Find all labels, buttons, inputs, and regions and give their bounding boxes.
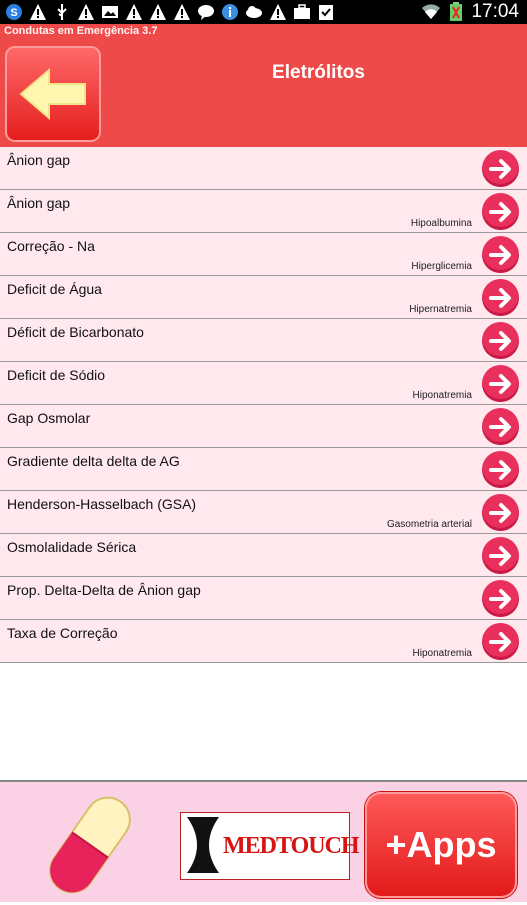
arrow-right-icon[interactable] [482, 580, 519, 617]
list-item[interactable] [0, 319, 527, 362]
list-item-title: Gap Osmolar [7, 410, 91, 426]
warning-icon [268, 3, 287, 22]
arrow-right-icon[interactable] [482, 193, 519, 230]
list-item[interactable] [0, 534, 527, 577]
list-item-subtitle: Gasometria arterial [386, 519, 472, 530]
list-item-title: Correção - Na [7, 238, 95, 254]
status-bar [0, 0, 527, 24]
list-item-subtitle: Hiponatremia [412, 390, 472, 401]
arrow-right-icon[interactable] [482, 408, 519, 445]
back-button[interactable] [5, 46, 101, 142]
list-item-title: Déficit de Bicarbonato [7, 324, 144, 340]
arrow-right-icon[interactable] [482, 322, 519, 359]
app-title: Condutas em Emergência 3.7 [4, 25, 158, 37]
usb-icon [52, 3, 71, 22]
arrow-right-icon[interactable] [482, 365, 519, 402]
list-item-title: Ânion gap [7, 195, 71, 211]
list-item-subtitle: Hipernatremia [409, 304, 472, 315]
list-item[interactable] [0, 276, 527, 319]
list-item-title: Ânion gap [7, 152, 71, 168]
list-item-title: Henderson-Hasselbach (GSA) [7, 496, 197, 512]
svg-text:S: S [9, 7, 18, 19]
list-item-title: Osmolalidade Sérica [7, 539, 137, 555]
arrow-right-icon[interactable] [482, 279, 519, 316]
wifi-icon [421, 3, 440, 22]
list-item[interactable] [0, 405, 527, 448]
list-item[interactable] [0, 233, 527, 276]
warning-icon [28, 3, 47, 22]
list-item-title: Deficit de Sódio [7, 367, 106, 383]
chat-icon [196, 3, 215, 22]
arrow-right-icon[interactable] [482, 537, 519, 574]
warning-icon [172, 3, 191, 22]
list-item[interactable] [0, 362, 527, 405]
pill-icon[interactable] [40, 790, 140, 900]
clipboard-icon [316, 3, 335, 22]
list-item-subtitle: Hiperglicemia [411, 261, 472, 272]
list-item-title: Gradiente delta delta de AG [7, 453, 180, 469]
list-item-title: Deficit de Água [7, 281, 102, 297]
notification-icons [0, 3, 335, 22]
list-item[interactable] [0, 147, 527, 190]
image-icon [100, 3, 119, 22]
warning-icon [76, 3, 95, 22]
list-item[interactable] [0, 491, 527, 534]
skype-icon [4, 3, 23, 22]
arrow-right-icon[interactable] [482, 150, 519, 187]
arrow-right-icon[interactable] [482, 623, 519, 660]
list [0, 147, 527, 663]
screen-title: Eletrólitos [272, 62, 365, 83]
battery-icon [446, 3, 465, 22]
list-item[interactable] [0, 620, 527, 663]
arrow-right-icon[interactable] [482, 451, 519, 488]
arrow-right-icon[interactable] [482, 494, 519, 531]
list-item[interactable] [0, 577, 527, 620]
briefcase-icon [292, 3, 311, 22]
list-item-title: Taxa de Correção [7, 625, 118, 641]
medtouch-emblem-icon [185, 815, 221, 875]
list-item[interactable] [0, 448, 527, 491]
list-item[interactable] [0, 190, 527, 233]
medtouch-logo-text: MEDTOUCH [223, 833, 359, 859]
clock: 17:04 [471, 1, 519, 22]
warning-icon [148, 3, 167, 22]
more-apps-label: +Apps [385, 824, 497, 865]
cloud-icon [244, 3, 263, 22]
system-icons [421, 1, 527, 23]
footer-bar [0, 780, 527, 902]
arrow-right-icon[interactable] [482, 236, 519, 273]
list-item-subtitle: Hiponatremia [412, 648, 472, 659]
list-item-subtitle: Hipoalbumina [410, 218, 472, 229]
list-item-title: Prop. Delta-Delta de Ânion gap [7, 582, 201, 598]
warning-icon [124, 3, 143, 22]
more-apps-button[interactable] [365, 792, 517, 898]
medtouch-logo[interactable] [180, 812, 359, 880]
info-icon [220, 3, 239, 22]
